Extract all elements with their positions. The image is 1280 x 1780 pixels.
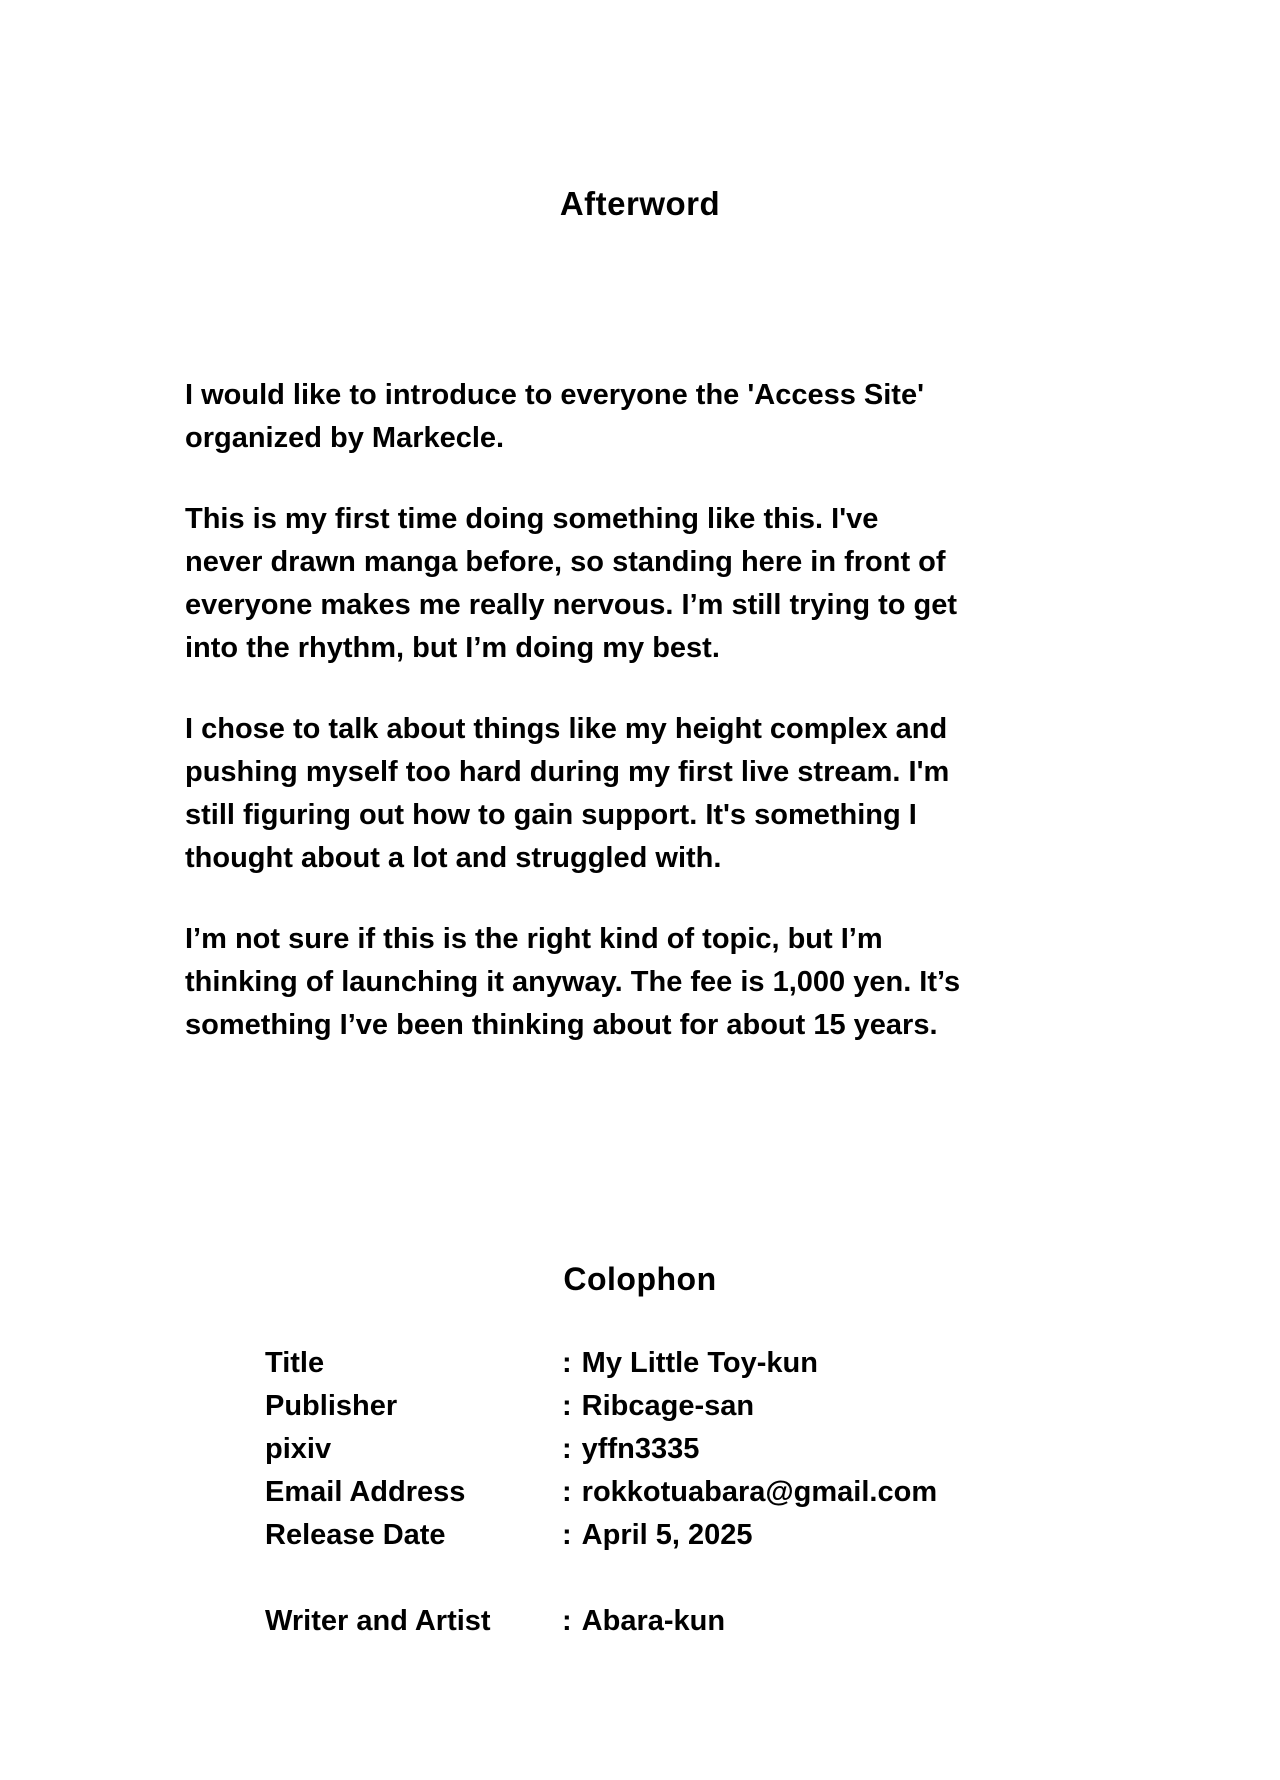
colophon-table — [265, 1342, 937, 1643]
row-label: Release Date — [265, 1519, 446, 1551]
row-value: Ribcage-san — [581, 1390, 755, 1422]
paragraph-line: thinking of launching it anyway. The fee is 1,000 yen. It’s — [185, 966, 961, 998]
paragraph — [185, 708, 1085, 880]
paragraph-line: I chose to talk about things like my height complex and — [185, 713, 948, 745]
afterword-body — [185, 374, 1085, 1085]
row-label: Email Address — [265, 1476, 466, 1508]
row-separator: : — [562, 1433, 572, 1465]
paragraph — [185, 918, 1085, 1047]
paragraph-line: I would like to introduce to everyone the 'Access Site' — [185, 379, 924, 411]
paragraph-line: into the rhythm, but I’m doing my best. — [185, 632, 720, 664]
paragraph-line: This is my first time doing something like this. I've — [185, 503, 879, 535]
table-row — [265, 1342, 937, 1385]
row-separator: : — [562, 1519, 572, 1551]
row-value: April 5, 2025 — [581, 1519, 753, 1551]
table-row — [265, 1428, 937, 1471]
row-separator: : — [562, 1605, 572, 1637]
table-row — [265, 1514, 937, 1557]
paragraph-line: everyone makes me really nervous. I’m still trying to get — [185, 589, 958, 621]
row-value: rokkotuabara@gmail.com — [581, 1476, 938, 1508]
row-separator: : — [562, 1390, 572, 1422]
row-value: Abara-kun — [581, 1605, 726, 1637]
paragraph — [185, 498, 1085, 670]
paragraph — [185, 374, 1085, 460]
table-row — [265, 1471, 937, 1514]
paragraph-line: I’m not sure if this is the right kind of topic, but I’m — [185, 923, 883, 955]
page-title: Afterword — [559, 185, 721, 222]
row-label: pixiv — [265, 1433, 332, 1465]
paragraph-line: still figuring out how to gain support. It's something I — [185, 799, 917, 831]
row-separator: : — [562, 1476, 572, 1508]
paragraph-line: thought about a lot and struggled with. — [185, 842, 722, 874]
row-label: Writer and Artist — [265, 1605, 491, 1637]
paragraph-line: something I’ve been thinking about for about 15 years. — [185, 1009, 938, 1041]
row-label: Publisher — [265, 1390, 398, 1422]
row-value: My Little Toy-kun — [581, 1347, 818, 1379]
paragraph-line: never drawn manga before, so standing here in front of — [185, 546, 946, 578]
paragraph-line: pushing myself too hard during my first live stream. I'm — [185, 756, 950, 788]
row-label: Title — [265, 1347, 325, 1379]
table-row-credit — [265, 1600, 937, 1643]
table-row — [265, 1385, 937, 1428]
row-separator: : — [562, 1347, 572, 1379]
row-spacer — [265, 1557, 937, 1600]
paragraph-line: organized by Markecle. — [185, 422, 505, 454]
colophon-title: Colophon — [563, 1261, 717, 1297]
row-value: yffn3335 — [581, 1433, 700, 1465]
